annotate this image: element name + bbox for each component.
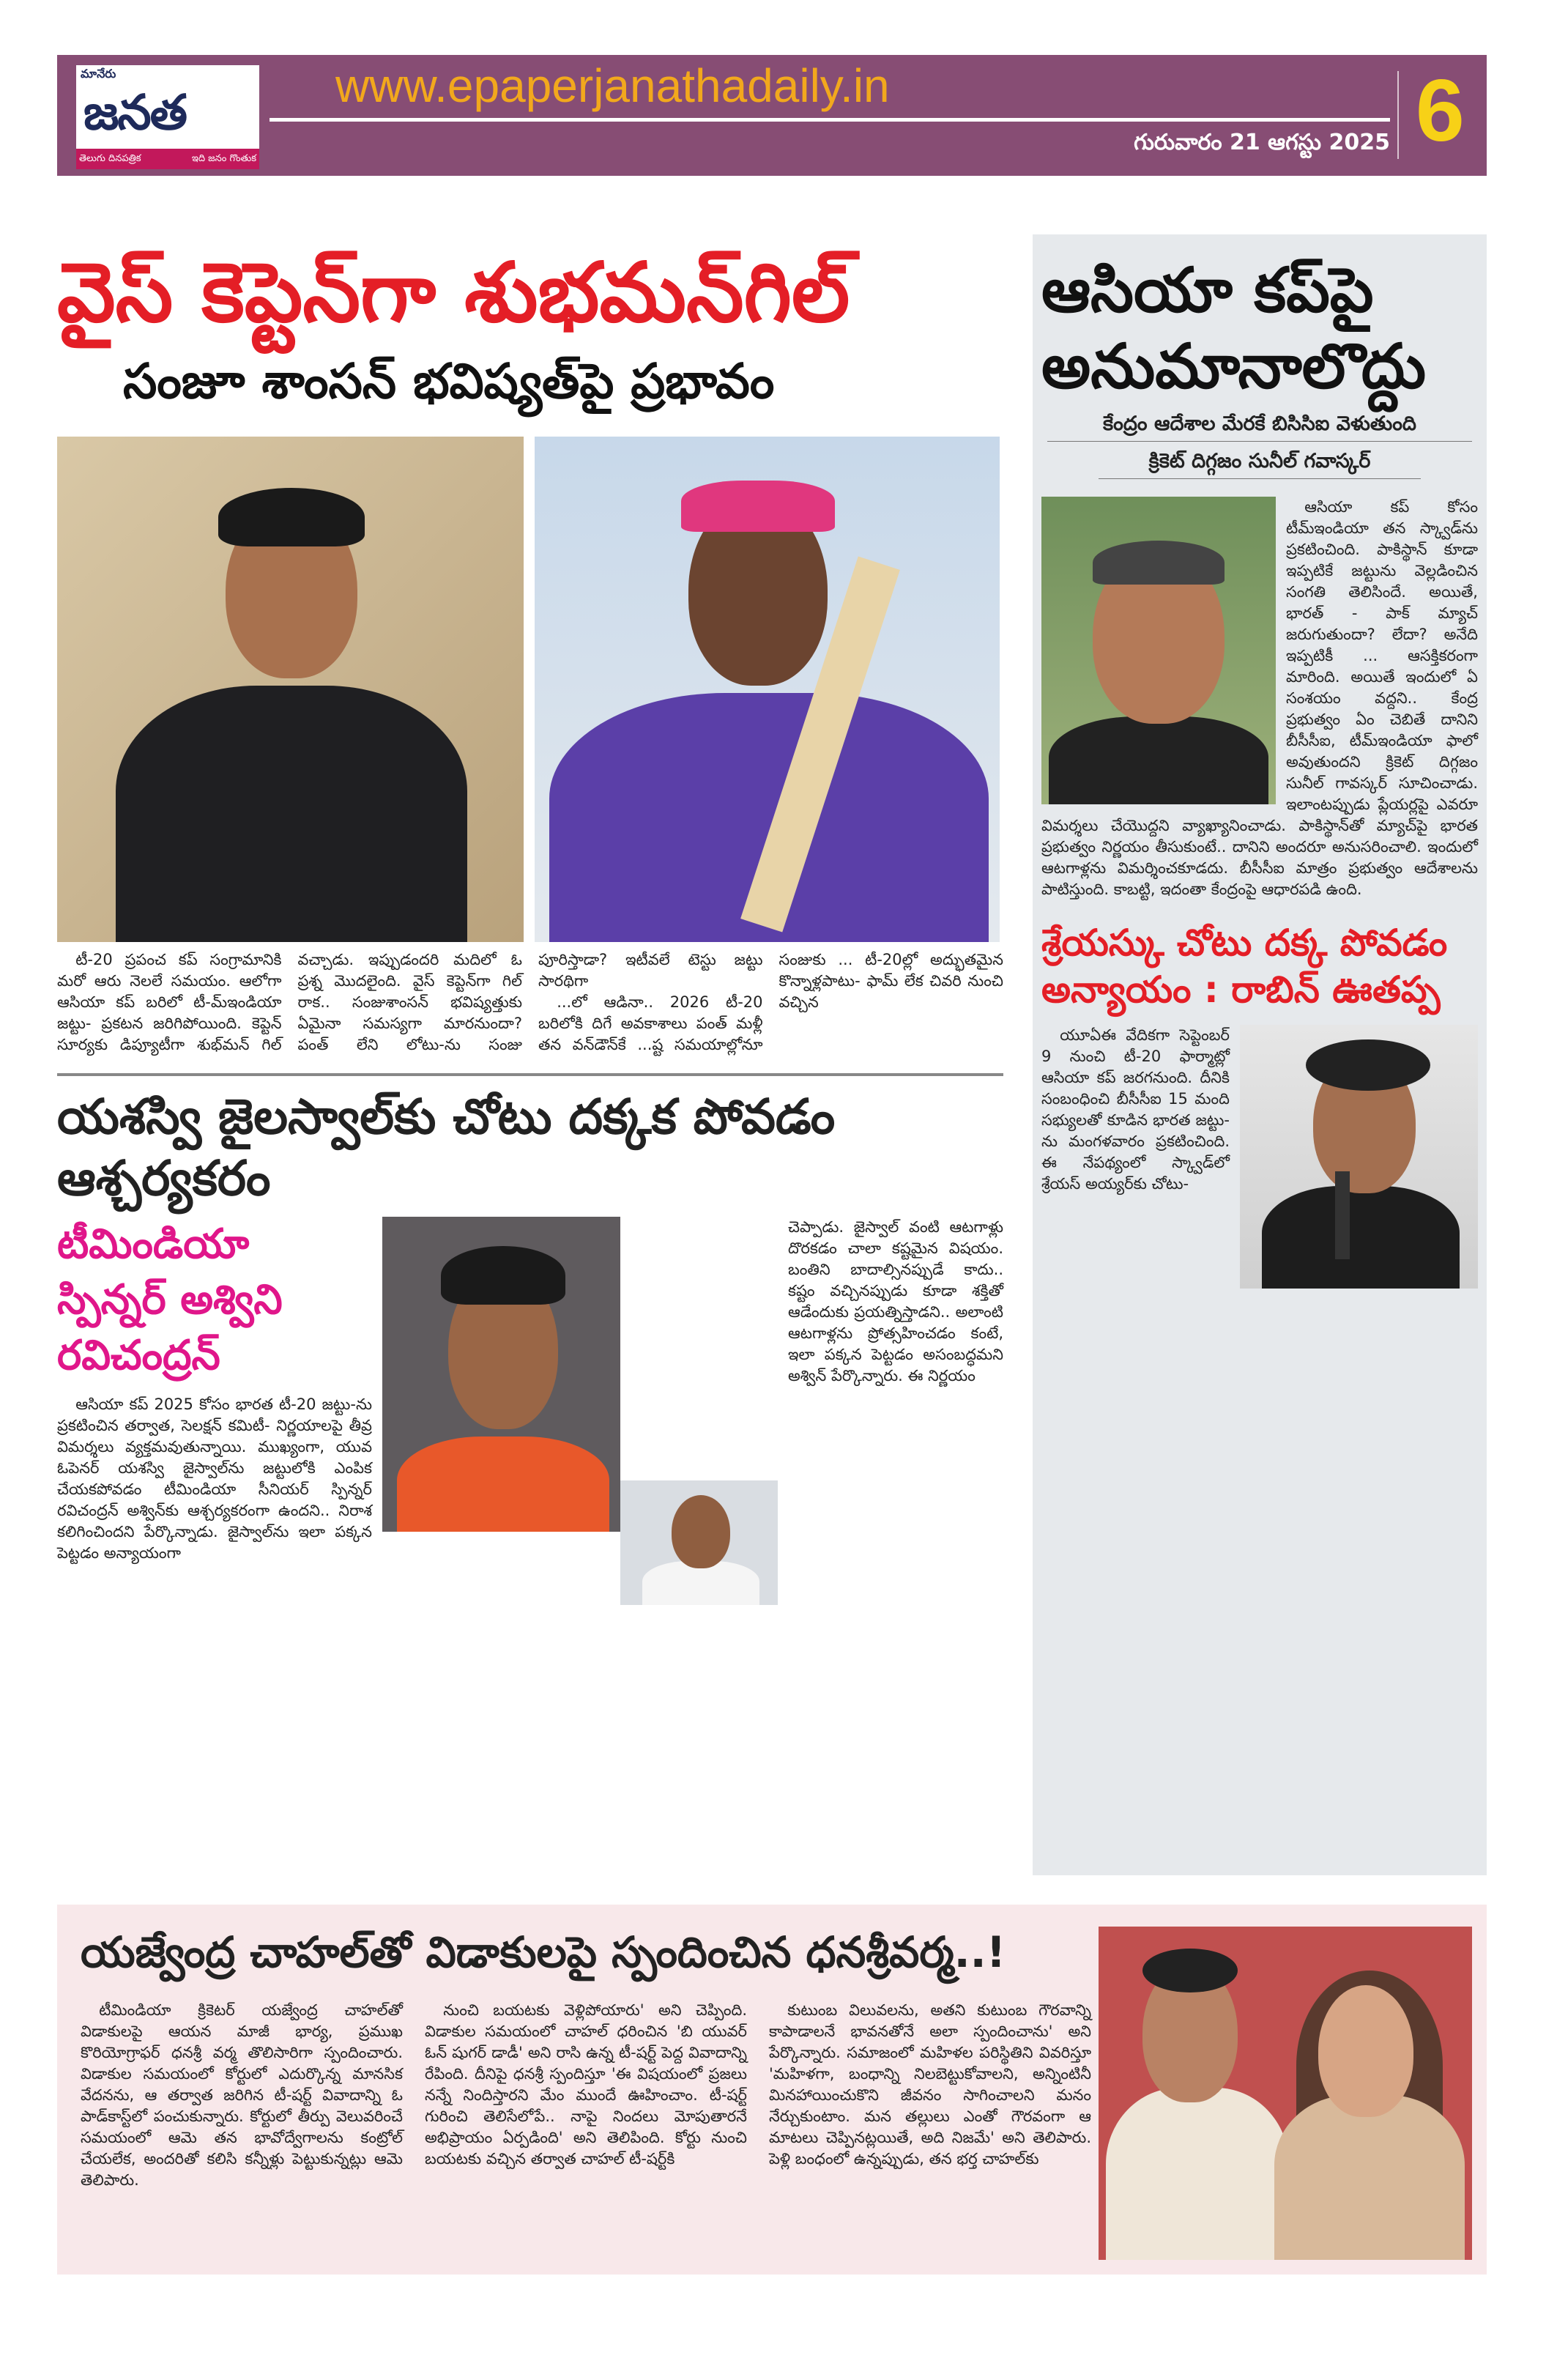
- section-divider: [57, 1073, 1003, 1076]
- story-gavaskar-body: [1041, 497, 1478, 900]
- photo-chahal-dhanashree: [1099, 1927, 1472, 2260]
- story-jaiswal-body-left: [57, 1394, 372, 1564]
- jaiswal-photos: [382, 1217, 778, 1605]
- jaiswal-story: [57, 1217, 1003, 1605]
- photo-shubman-gill: [57, 437, 524, 942]
- story-paragraph: యూఏఈ వేదికగా సెప్టెంబర్ 9 నుంచి టీ-20 ఫార్మాట్లో ఆసియా కప్ జరగనుంది. దీనికి సంబంధించి బీసీసీఐ 15 మంది సభ్యులతో కూడిన భారత జట్టు-ను మంగళవారం ప్రకటించింది. ఈ నేపథ్యంలో స్క్వాడ్‌లో శ్రేయస్ అయ్యర్‌కు చోటు-: [1041, 1026, 1230, 1193]
- story-paragraph: కుటుంబ విలువలను, అతని కుటుంబ గౌరవాన్ని కాపాడాలనే భావనతోనే అలా స్పందించాను' అని పేర్కొన్నారు. సమాజంలో మహిళల పరిస్థితిని వివరిస్తూ 'మహిళగా, బంధాన్ని నిలబెట్టుకోవాలని, అన్నింటినీ మినహాయించుకొని జీవనం సాగించాలని మనం నేర్చుకుంటాం. మన తల్లులు ఎంతో గౌరవంగా ఆ మాటలు చెప్పినట్లయితే, అది నిజమే' అని తెలిపారు. పెళ్లి బంధంలో ఉన్నప్పుడు, తన భర్త చాహల్‌కు: [769, 2001, 1091, 2168]
- newspaper-logo: [76, 65, 259, 169]
- story-paragraph: ఆసియా కప్ కోసం టీమ్ఇండియా తన స్క్వాడ్‌ను ప్రకటించింది. పాకిస్థాన్ కూడా ఇప్పటికే జట్టును వెల్లడించిన సంగతి తెలిసిందే. అయితే, భారత్ - పాక్ మ్యాచ్ జరుగుతుందా? లేదా? అనేది ఇప్పటికీ ... ఆసక్తికరంగా మారింది. అయితే ఇందులో ఏ సంశయం వద్దని.. కేంద్ర ప్రభుత్వం ఏం చెబితే దానిని బీసీసీఐ, టీమ్ఇండియా ఫాలో అవుతుందని క్రికెట్ దిగ్గజం సునీల్ గావస్కర్ సూచించాడు. ఇలాంటప్పుడు ప్లేయర్లపై ఎవరూ విమర్శలు చేయొద్దని వ్యాఖ్యానించాడు. పాకిస్థాన్‌తో మ్యాచ్‌పై భారత ప్రభుత్వం నిర్ణయం తీసుకుంటే.. దానిని అందరూ అనుసరించాలి. ఇందులో ఆటగాళ్లను విమర్శించకూడదు. బీసీసీఐ మాత్రం ప్రభుత్వం ఆదేశాలను పాటిస్తుంది. కాబట్టి, ఇదంతా కేంద్రంపై ఆధారపడి ఉంది.: [1041, 498, 1478, 898]
- story-paragraph: టీమిండియా క్రికెటర్ యజ్వేంద్ర చాహల్‌తో విడాకులపై ఆయన మాజీ భార్య, ప్రముఖ కొరియోగ్రాఫర్ ధనశ్రీ వర్మ తొలిసారిగా స్పందించారు. విడాకుల సమయంలో కోర్టులో ఎదుర్కొన్న మానసిక వేదనను, ఆ తర్వాత జరిగిన టీ-షర్ట్ వివాదాన్ని ఓ పాడ్‌కాస్ట్‌లో పంచుకున్నారు. కోర్టులో తీర్పు వెలువరించే సమయంలో ఆమె తన భావోద్వేగాలను కంట్రోల్ చేయలేక, అందరితో కలిసి కన్నీళ్లు పెట్టుకున్నట్లు ఆమె తెలిపారు.: [81, 2001, 403, 2189]
- story-paragraph: చెప్పాడు. జైస్వాల్ వంటి ఆటగాళ్లు దొరకడం చాలా కష్టమైన విషయం. బంతిని బాదాల్సినప్పుడే కాదు.. కష్టం వచ్చినప్పుడు కూడా శక్తితో ఆడేందుకు ప్రయత్నిస్తాడని.. అలాంటి ఆటగాళ్లను ప్రోత్సహించడం కంటే, ఇలా పక్కన పెట్టడం అసంబద్ధమని అశ్విన్ పేర్కొన్నారు. ఈ నిర్ణయం: [788, 1218, 1003, 1384]
- gavaskar-headline: ఆసియా కప్‌పై అనుమానాలొద్దు: [1041, 254, 1427, 402]
- photo-sanju-samson: [535, 437, 1000, 942]
- story-chahal-body: [81, 2000, 1091, 2191]
- page-number: 6: [1416, 62, 1465, 160]
- masthead-vertical-divider: [1397, 71, 1399, 159]
- logo-tag-left: తెలుగు దినపత్రిక: [79, 153, 141, 164]
- story-uthappa-body: [1041, 1025, 1478, 1294]
- main-subhead: సంజూ శాంసన్ భవిష్యత్‌పై ప్రభావం: [123, 353, 775, 409]
- logo-tagline: [76, 149, 259, 169]
- chahal-headline: యజ్వేంద్ర చాహల్‌తో విడాకులపై స్పందించిన ధనశ్రీవర్మ..!: [81, 1927, 1006, 1977]
- sidebar-panel: [1033, 234, 1487, 1875]
- logo-tag-right: ఇది జనం గొంతుక: [191, 153, 256, 164]
- masthead: [57, 55, 1487, 176]
- gavaskar-subhead: కేంద్రం ఆదేశాల మేరకే బిసిసిఐ వెళుతుంది: [1047, 410, 1472, 442]
- logo-prefix: మానేరు: [81, 67, 116, 81]
- story-jaiswal-body-right: [788, 1217, 1003, 1605]
- ashwin-subhead: టీమిండియా స్పిన్నర్ అశ్విని రవిచంద్రన్: [57, 1220, 283, 1379]
- story-paragraph: నుంచి బయటకు వెళ్లిపోయారు' అని చెప్పింది. విడాకుల సమయంలో చాహల్ ధరించిన 'బి యువర్ ఓన్ షుగర్ డాడీ' అని రాసి ఉన్న టీ-షర్ట్ పెద్ద వివాదాన్ని రేపింది. దీనిపై ధనశ్రీ స్పందిస్తూ 'ఈ విషయంలో ప్రజలు నన్నే నిందిస్తారని మేం ముందే ఊహించాం. టీ-షర్ట్ గురించి తెలిసేలోపే.. నాపై నిందలు మోపుతారనే అభిప్రాయం ఏర్పడింది' అని తెలిపింది. కోర్టు నుంచి బయటకు వచ్చిన తర్వాత చాహల్ టీ-షర్ట్‌కి: [425, 2001, 747, 2168]
- jaiswal-headline: యశస్వి జైలస్వాల్‌కు చోటు దక్కక పోవడం ఆశ్చర్యకరం: [57, 1089, 836, 1206]
- jaiswal-left-column: [57, 1217, 372, 1605]
- edition-date: గురువారం 21 ఆగస్టు 2025: [1134, 130, 1390, 155]
- logo-name: జనత: [83, 84, 186, 141]
- story-paragraph: ...లో ఆడినా.. 2026 టీ-20 బరిలోకి దిగే అవకాశాలు పంత్ మళ్లీ తన వన్‌డౌన్‌కే ...ష్ట సమయాల్లోనూ సంజుకు ... టీ-20ల్లో అద్భుతమైన కొన్నాళ్లపాటు- ఫామ్ లేక చివరి నుంచి వచ్చిన: [538, 951, 1003, 1053]
- photo-sunil-gavaskar: [1041, 497, 1276, 804]
- gavaskar-byline: క్రికెట్ దిగ్గజం సునీల్ గవాస్కర్: [1099, 448, 1421, 479]
- lead-photo-row: [57, 437, 1003, 942]
- photo-yashasvi-jaiswal: [382, 1217, 620, 1532]
- story-paragraph: ఆసియా కప్ 2025 కోసం భారత టీ-20 జట్టు-ను ప్రకటించిన తర్వాత, సెలక్షన్ కమిటీ- నిర్ణయాలపై తీవ్ర విమర్శలు వ్యక్తమవుతున్నాయి. ముఖ్యంగా, యువ ఓపెనర్ యశస్వి జైస్వాల్‌ను జట్టులోకి ఎంపిక చేయకపోవడం టీమిండియా సీనియర్ స్పిన్నర్ రవిచంద్రన్ అశ్విన్‌కు ఆశ్చర్యకరంగా ఉందని.. నిరాశ కలిగించిందని పేర్కొన్నాడు. జైస్వాల్‌ను ఇలా పక్కన పెట్టడం అన్యాయంగా: [57, 1395, 372, 1562]
- masthead-divider: [270, 118, 1390, 122]
- photo-robin-uthappa: [1240, 1025, 1478, 1289]
- story-paragraph: టీ-20 ప్రపంచ కప్ సంగ్రామానికి మరో ఆరు నెలలే సమయం. ఆలోగా ఆసియా కప్ బరిలో టీ-మ్ఇండియా జట్టు- ప్రకటన జరిగిపోయింది. కెప్టెన్ సూర్యకు డిప్యూటీగా శుభ్‌మన్ గిల్ వచ్చాడు. ఇప్పుడందరి మదిలో ఓ ప్రశ్న మొదలైంది. వైస్ కెప్టెన్‌గా గిల్ రాక.. సంజుశాంసన్ భవిష్యత్తుకు ఏమైనా సమస్యగా మారనుందా? పంత్ లేని లోటు-ను సంజు పూరిస్తాడా? ఇటీవలే టెస్టు జట్టు సారథిగా: [57, 951, 763, 1053]
- uthappa-headline: శ్రేయస్కు చోటు దక్క పోవడం అన్యాయం : రాబిన్ ఊతప్ప: [1041, 922, 1448, 1011]
- chahal-text-area: [81, 1924, 1091, 2191]
- photo-ashwin-inset: [620, 1480, 778, 1605]
- chahal-story-box: [57, 1905, 1487, 2275]
- main-column: [57, 242, 1003, 1605]
- story-gill-body: [57, 949, 1003, 1056]
- main-headline: వైస్ కెప్టెన్‌గా శుభమన్‌గిల్: [57, 245, 850, 341]
- site-url[interactable]: www.epaperjanathadaily.in: [335, 59, 890, 112]
